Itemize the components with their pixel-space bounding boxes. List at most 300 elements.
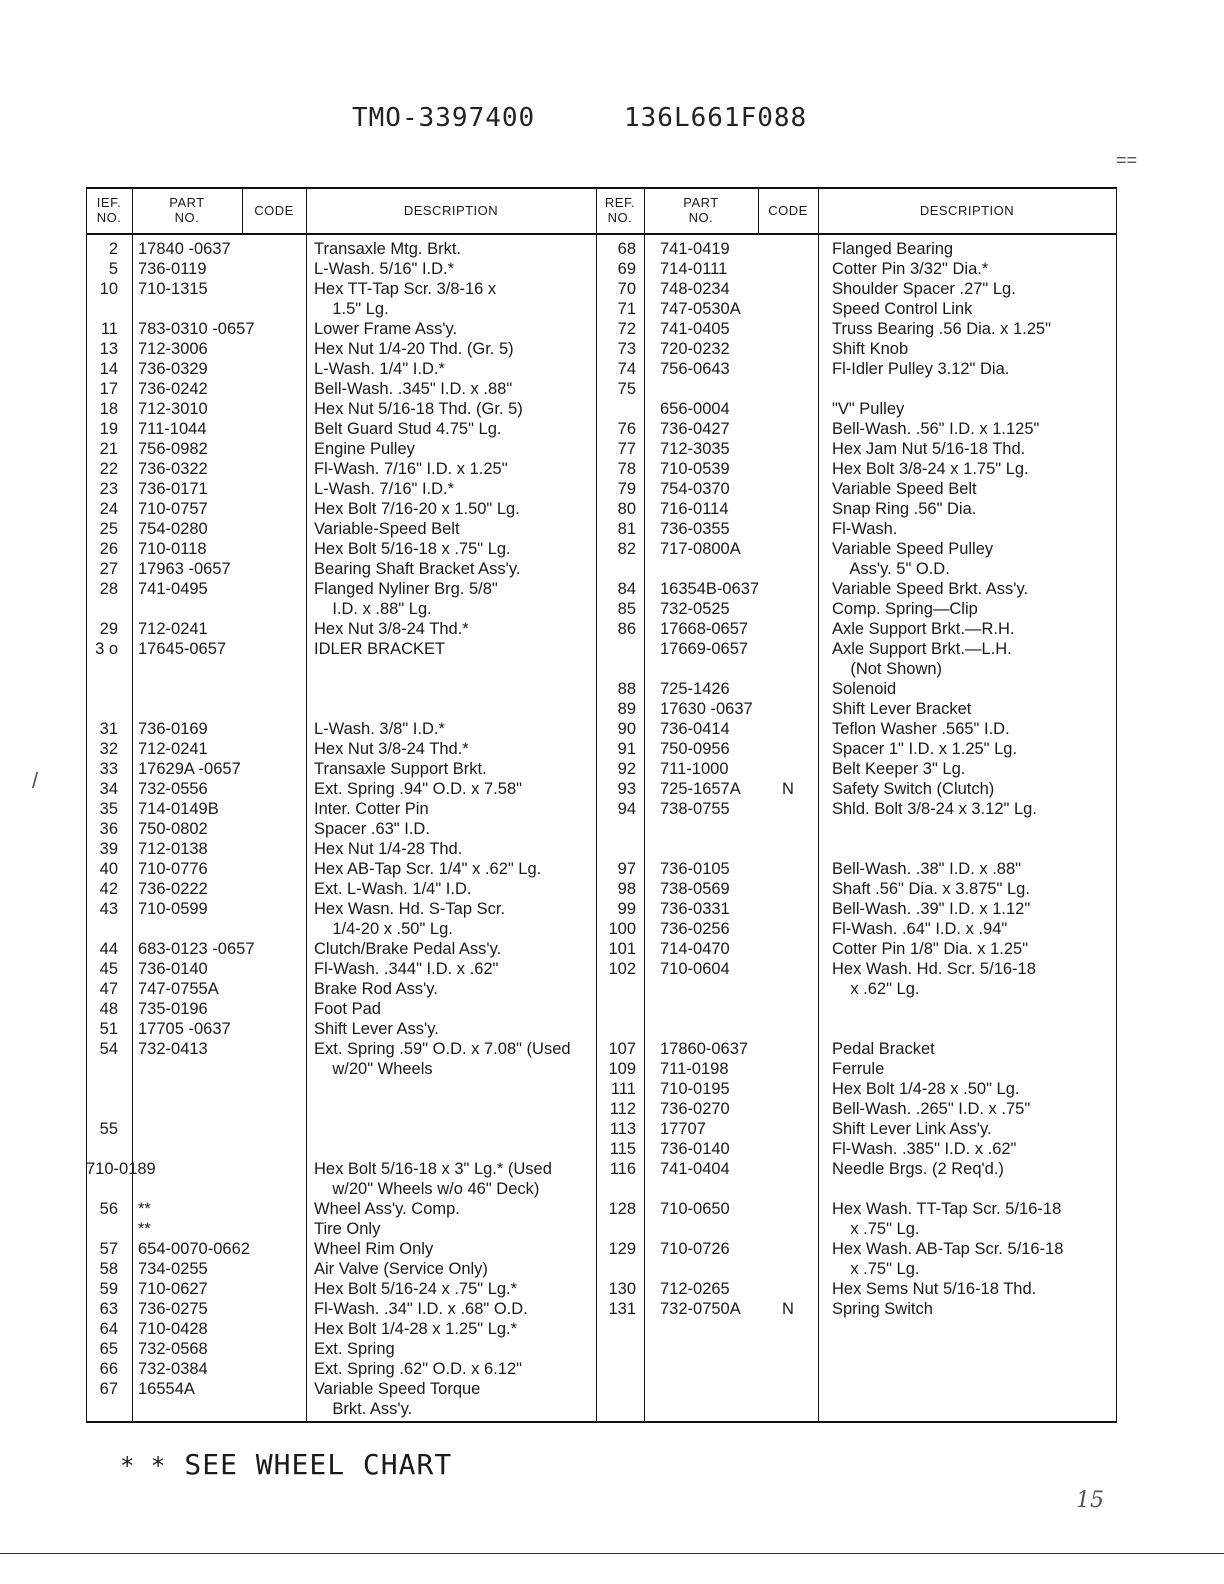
table-cell: Transaxle Support Brkt. — [314, 760, 487, 778]
table-cell: 756-0643 — [660, 360, 730, 378]
model-number-right: 136L661F088 — [624, 103, 808, 133]
table-cell — [758, 379, 818, 399]
table-cell: Axle Support Brkt.—R.H. — [832, 620, 1015, 638]
table-cell: 11 — [100, 320, 118, 338]
table-cell: 63 — [99, 1300, 118, 1318]
table-cell: 22 — [99, 460, 118, 478]
table-cell — [86, 1059, 118, 1079]
left-part-column — [138, 239, 288, 1419]
footnote-text: SEE WHEEL CHART — [184, 1448, 453, 1481]
vrule-code-desc-left — [306, 187, 307, 1423]
table-cell: Shift Knob — [832, 340, 909, 358]
table-cell: 710-0776 — [138, 860, 208, 878]
header-description-right: DESCRIPTION — [919, 202, 1015, 218]
table-cell — [758, 479, 818, 499]
table-cell: Hex Nut 1/4-20 Thd. (Gr. 5) — [314, 340, 514, 358]
table-cell: 710-1315 — [138, 280, 208, 298]
table-cell: L-Wash. 1/4" I.D.* — [314, 360, 445, 378]
table-cell: Spacer 1" I.D. x 1.25" Lg. — [832, 740, 1018, 758]
table-cell: 783-0310 -0657 — [138, 320, 255, 338]
table-cell — [596, 559, 636, 579]
table-cell — [758, 559, 818, 579]
table-cell: 735-0196 — [138, 1000, 208, 1018]
table-cell — [758, 1319, 818, 1339]
table-cell: 734-0255 — [138, 1260, 208, 1278]
table-cell: 741-0404 — [660, 1160, 730, 1178]
table-cell — [138, 599, 288, 619]
table-cell: Transaxle Mtg. Brkt. — [314, 240, 462, 258]
table-cell: Fl-Wash. .344" I.D. x .62" — [314, 960, 499, 978]
table-cell: Hex Nut 1/4-28 Thd. — [314, 840, 463, 858]
table-cell — [596, 839, 636, 859]
bottom-rule — [0, 1553, 1224, 1554]
table-cell: Hex Nut 5/16-18 Thd. (Gr. 5) — [314, 400, 523, 418]
table-cell: Axle Support Brkt.—L.H. — [832, 640, 1012, 658]
table-cell: Ferrule — [832, 1060, 885, 1078]
table-cell: Hex Wasn. Hd. S-Tap Scr. — [314, 900, 506, 918]
table-cell: 683-0123 -0657 — [138, 940, 255, 958]
table-cell — [86, 599, 118, 619]
table-cell: 736-0140 — [660, 1140, 730, 1158]
table-cell: ** — [138, 1220, 151, 1238]
table-cell: 17840 -0637 — [138, 240, 231, 258]
table-cell: 21 — [99, 440, 118, 458]
table-cell: Air Valve (Service Only) — [314, 1260, 488, 1278]
table-cell — [758, 339, 818, 359]
table-cell: 36 — [99, 820, 118, 838]
vrule-ref-part-left — [132, 187, 133, 1423]
table-cell: 79 — [617, 480, 636, 498]
table-cell: Solenoid — [832, 680, 897, 698]
table-cell — [596, 819, 636, 839]
table-cell: 112 — [609, 1100, 636, 1118]
table-cell: 70 — [617, 280, 636, 298]
table-cell — [758, 1019, 818, 1039]
table-cell: 712-3035 — [660, 440, 730, 458]
table-cell: Snap Ring .56" Dia. — [832, 500, 977, 518]
table-cell: 73 — [617, 340, 636, 358]
table-cell: 725-1426 — [660, 680, 730, 698]
table-cell — [314, 1099, 596, 1119]
table-cell: Cotter Pin 3/32" Dia.* — [832, 260, 989, 278]
wheel-chart-note — [120, 1448, 452, 1481]
table-cell: 32 — [99, 740, 118, 758]
table-cell: Hex TT-Tap Scr. 3/8-16 x — [314, 280, 497, 298]
table-cell: 130 — [608, 1280, 636, 1298]
table-cell: Spacer .63" I.D. — [314, 820, 430, 838]
model-number-left: TMO-3397400 — [352, 103, 536, 133]
table-cell — [596, 1219, 636, 1239]
table-cell: 17 — [99, 380, 118, 398]
table-cell: 128 — [608, 1200, 636, 1218]
table-cell: 64 — [99, 1320, 118, 1338]
table-cell: 720-0232 — [660, 340, 730, 358]
table-cell: 736-0140 — [138, 960, 208, 978]
table-cell: 17860-0637 — [660, 1040, 749, 1058]
table-cell: 710-0189 — [86, 1160, 156, 1178]
table-cell: Hex Bolt 5/16-18 x .75" Lg. — [314, 540, 511, 558]
table-cell: 74 — [617, 360, 636, 378]
table-cell: L-Wash. 5/16" I.D.* — [314, 260, 455, 278]
table-cell: 741-0495 — [138, 580, 208, 598]
table-cell — [314, 1139, 596, 1159]
table-cell: 736-0171 — [138, 480, 208, 498]
table-cell — [596, 1179, 636, 1199]
table-cell: 736-0331 — [660, 900, 730, 918]
table-cell: 710-0604 — [660, 960, 730, 978]
table-cell — [596, 639, 636, 659]
table-cell: 75 — [617, 380, 636, 398]
table-cell: 25 — [99, 520, 118, 538]
table-cell: Hex Jam Nut 5/16-18 Thd. — [832, 440, 1026, 458]
table-cell: 129 — [608, 1240, 636, 1258]
table-cell: Hex Bolt 3/8-24 x 1.75" Lg. — [832, 460, 1029, 478]
table-cell — [314, 1119, 596, 1139]
table-cell — [758, 1199, 818, 1219]
table-cell — [138, 1099, 288, 1119]
table-cell: Fl-Wash. .34" I.D. x .68" O.D. — [314, 1300, 528, 1318]
table-cell — [86, 919, 118, 939]
table-cell: Speed Control Link — [832, 300, 973, 318]
table-cell — [138, 679, 288, 699]
table-cell: 732-0750A — [660, 1300, 741, 1318]
table-cell: 90 — [617, 720, 636, 738]
table-cell: 101 — [608, 940, 636, 958]
table-cell: 66 — [99, 1360, 118, 1378]
table-cell — [832, 1179, 1116, 1199]
table-cell: 736-0222 — [138, 880, 208, 898]
table-cell: 732-0556 — [138, 780, 208, 798]
table-cell: 750-0956 — [660, 740, 730, 758]
table-cell: Shaft .56" Dia. x 3.875" Lg. — [832, 880, 1030, 898]
table-cell: (Not Shown) — [832, 660, 943, 678]
table-cell: Teflon Washer .565" I.D. — [832, 720, 1010, 738]
table-cell — [758, 819, 818, 839]
table-cell: Lower Frame Ass'y. — [314, 320, 458, 338]
table-cell: 43 — [99, 900, 118, 918]
table-cell — [596, 1339, 636, 1359]
table-cell: 736-0355 — [660, 520, 730, 538]
table-cell: Tire Only — [314, 1220, 381, 1238]
left-ref-column — [86, 239, 156, 1419]
table-cell: Variable Speed Pulley — [832, 540, 994, 558]
table-cell — [758, 979, 818, 999]
table-cell: 17668-0657 — [660, 620, 749, 638]
table-cell: 81 — [617, 520, 636, 538]
table-cell: 736-0275 — [138, 1300, 208, 1318]
table-cell — [86, 699, 118, 719]
table-cell — [596, 999, 636, 1019]
table-cell: 99 — [617, 900, 636, 918]
table-cell: 67 — [99, 1380, 118, 1398]
table-cell: Fl-Idler Pulley 3.12" Dia. — [832, 360, 1010, 378]
table-cell: 711-1000 — [660, 760, 729, 778]
table-cell: 24 — [99, 500, 118, 518]
corner-mark: == — [1116, 150, 1138, 170]
table-cell: Inter. Cotter Pin — [314, 800, 429, 818]
table-cell: 736-0256 — [660, 920, 730, 938]
table-cell: x .75" Lg. — [832, 1220, 920, 1238]
table-cell: 736-0329 — [138, 360, 208, 378]
table-cell: 65 — [99, 1340, 118, 1358]
table-cell: 750-0802 — [138, 820, 208, 838]
table-cell: 113 — [609, 1120, 636, 1138]
table-cell: 5 — [108, 260, 118, 278]
table-cell — [758, 1159, 818, 1179]
table-cell: Fl-Wash. 7/16" I.D. x 1.25" — [314, 460, 508, 478]
table-cell: 42 — [99, 880, 118, 898]
table-cell: Shoulder Spacer .27" Lg. — [832, 280, 1016, 298]
table-cell: 92 — [617, 760, 636, 778]
table-cell: Bearing Shaft Bracket Ass'y. — [314, 560, 521, 578]
table-cell — [138, 1139, 288, 1159]
table-cell — [758, 1079, 818, 1099]
table-cell — [758, 639, 818, 659]
table-cell — [758, 939, 818, 959]
table-cell: 714-0470 — [660, 940, 730, 958]
table-cell: 656-0004 — [660, 400, 730, 418]
table-cell — [758, 739, 818, 759]
table-cell: 732-0384 — [138, 1360, 208, 1378]
table-cell — [86, 1079, 118, 1099]
table-cell: Hex Wash. TT-Tap Scr. 5/16-18 — [832, 1200, 1062, 1218]
table-cell: Ext. Spring .59" O.D. x 7.08" (Used — [314, 1040, 571, 1058]
table-cell — [86, 1099, 118, 1119]
table-cell: 654-0070-0662 — [138, 1240, 250, 1258]
table-cell: 94 — [617, 800, 636, 818]
table-cell — [758, 539, 818, 559]
table-cell — [758, 519, 818, 539]
table-cell: Hex Sems Nut 5/16-18 Thd. — [832, 1280, 1037, 1298]
table-cell: 16554A — [138, 1380, 195, 1398]
table-cell: 51 — [99, 1020, 118, 1038]
table-cell: 45 — [99, 960, 118, 978]
table-cell — [86, 1139, 118, 1159]
table-cell: 725-1657A — [660, 780, 741, 798]
table-cell: 107 — [608, 1040, 636, 1058]
table-cell — [758, 1219, 818, 1239]
table-cell: 115 — [609, 1140, 636, 1158]
table-cell: Ext. Spring — [314, 1340, 395, 1358]
table-cell: 754-0370 — [660, 480, 730, 498]
table-cell: 10 — [99, 280, 118, 298]
table-cell: 69 — [617, 260, 636, 278]
table-cell — [758, 499, 818, 519]
header-bottom-rule — [86, 233, 1116, 235]
table-cell — [758, 879, 818, 899]
table-cell: 747-0755A — [138, 980, 219, 998]
table-cell — [138, 1119, 288, 1139]
table-cell: 712-0265 — [660, 1280, 730, 1298]
table-cell — [138, 299, 288, 319]
table-bottom-rule — [86, 1421, 1116, 1423]
table-cell: 714-0149B — [138, 800, 219, 818]
table-cell — [314, 699, 596, 719]
table-cell: 102 — [608, 960, 636, 978]
table-cell: 738-0755 — [660, 800, 730, 818]
table-cell: 710-0118 — [138, 540, 207, 558]
table-cell — [138, 1079, 288, 1099]
table-cell — [86, 299, 118, 319]
table-cell: 711-1044 — [138, 420, 207, 438]
table-cell — [758, 1339, 818, 1359]
table-cell — [758, 399, 818, 419]
table-cell — [758, 439, 818, 459]
table-cell: Spring Switch — [832, 1300, 933, 1318]
table-cell: Needle Brgs. (2 Req'd.) — [832, 1160, 1004, 1178]
table-cell — [596, 659, 636, 679]
right-ref-column — [596, 239, 636, 1359]
table-cell — [758, 319, 818, 339]
table-cell: 738-0569 — [660, 880, 730, 898]
table-cell — [758, 259, 818, 279]
table-cell: 710-0650 — [660, 1200, 730, 1218]
table-cell: Hex Wash. Hd. Scr. 5/16-18 — [832, 960, 1036, 978]
table-cell: 712-0138 — [138, 840, 208, 858]
table-cell — [758, 1239, 818, 1259]
table-cell: 712-3010 — [138, 400, 208, 418]
table-cell: 17669-0657 — [660, 640, 749, 658]
table-cell — [832, 819, 1116, 839]
table-cell — [758, 1059, 818, 1079]
table-cell: Variable Speed Brkt. Ass'y. — [832, 580, 1029, 598]
table-cell: 48 — [99, 1000, 118, 1018]
table-cell: Shift Lever Bracket — [832, 700, 972, 718]
table-cell: 754-0280 — [138, 520, 208, 538]
table-cell — [832, 1019, 1116, 1039]
table-cell: 76 — [617, 420, 636, 438]
table-cell: Hex AB-Tap Scr. 1/4" x .62" Lg. — [314, 860, 542, 878]
table-cell: 736-0119 — [138, 260, 207, 278]
table-cell: 39 — [99, 840, 118, 858]
table-cell: Belt Guard Stud 4.75" Lg. — [314, 420, 502, 438]
table-cell: Fl-Wash. .385" I.D. x .62" — [832, 1140, 1017, 1158]
table-cell: ** — [138, 1200, 151, 1218]
table-cell: 717-0800A — [660, 540, 741, 558]
table-cell: Engine Pulley — [314, 440, 415, 458]
table-cell — [138, 1179, 288, 1199]
table-cell: w/20" Wheels w/o 46" Deck) — [314, 1180, 540, 1198]
table-cell: 68 — [617, 240, 636, 258]
table-cell: Ass'y. 5" O.D. — [832, 560, 950, 578]
table-cell: 23 — [99, 480, 118, 498]
table-cell: Shift Lever Ass'y. — [314, 1020, 439, 1038]
table-cell: x .62" Lg. — [832, 980, 920, 998]
table-cell: 16354B-0637 — [660, 580, 760, 598]
table-cell — [314, 659, 596, 679]
table-cell — [758, 679, 818, 699]
table-cell: 57 — [99, 1240, 118, 1258]
table-cell: 71 — [617, 300, 636, 318]
table-cell: 17630 -0637 — [660, 700, 753, 718]
table-cell: Hex Bolt 1/4-28 x 1.25" Lg.* — [314, 1320, 518, 1338]
table-cell — [758, 299, 818, 319]
table-cell: 131 — [608, 1300, 636, 1318]
table-cell: Variable-Speed Belt — [314, 520, 460, 538]
table-cell — [758, 1259, 818, 1279]
table-cell — [86, 679, 118, 699]
table-cell: 18 — [99, 400, 118, 418]
table-cell: 44 — [99, 940, 118, 958]
table-cell: Comp. Spring—Clip — [832, 600, 978, 618]
table-cell: Hex Bolt 5/16-24 x .75" Lg.* — [314, 1280, 518, 1298]
table-cell: 29 — [99, 620, 118, 638]
table-cell: 736-0414 — [660, 720, 730, 738]
margin-mark: / — [32, 768, 39, 793]
table-cell: Ext. Spring .94" O.D. x 7.58" — [314, 780, 522, 798]
table-cell: 100 — [608, 920, 636, 938]
table-cell: 98 — [617, 880, 636, 898]
table-cell — [758, 579, 818, 599]
table-cell: Shift Lever Link Ass'y. — [832, 1120, 992, 1138]
table-cell: 59 — [99, 1280, 118, 1298]
table-cell — [758, 1279, 818, 1299]
table-cell: 116 — [609, 1160, 636, 1178]
table-cell: "V" Pulley — [832, 400, 905, 418]
table-cell: 710-0757 — [138, 500, 208, 518]
table-cell: 26 — [99, 540, 118, 558]
header-part-no-left: PART NO. — [169, 195, 205, 225]
table-cell: 93 — [617, 780, 636, 798]
table-cell — [314, 679, 596, 699]
table-cell: 716-0114 — [660, 500, 729, 518]
header-ref-no-left: IEF. NO. — [96, 195, 122, 225]
table-cell: 84 — [617, 580, 636, 598]
table-cell: 741-0405 — [660, 320, 730, 338]
table-cell: Variable Speed Torque — [314, 1380, 481, 1398]
table-cell: Wheel Rim Only — [314, 1240, 434, 1258]
table-cell — [596, 1259, 636, 1279]
header-code-left: CODE — [254, 202, 294, 218]
table-cell: w/20" Wheels — [314, 1060, 433, 1078]
table-cell: 56 — [99, 1200, 118, 1218]
table-cell — [832, 1339, 1116, 1359]
table-cell: 710-0599 — [138, 900, 208, 918]
table-cell: 35 — [99, 800, 118, 818]
table-cell: Foot Pad — [314, 1000, 381, 1018]
table-cell: Hex Bolt 7/16-20 x 1.50" Lg. — [314, 500, 520, 518]
table-cell — [596, 1019, 636, 1039]
table-cell — [596, 979, 636, 999]
table-cell: 88 — [617, 680, 636, 698]
table-cell: 91 — [617, 740, 636, 758]
table-cell: 711-0198 — [660, 1060, 729, 1078]
table-cell: 97 — [617, 860, 636, 878]
table-cell: 109 — [608, 1060, 636, 1078]
table-cell: Brake Rod Ass'y. — [314, 980, 438, 998]
table-cell: 714-0111 — [660, 260, 728, 278]
table-cell: 40 — [99, 860, 118, 878]
table-cell: 736-0242 — [138, 380, 208, 398]
table-cell: Wheel Ass'y. Comp. — [314, 1200, 460, 1218]
table-cell — [138, 1059, 288, 1079]
table-cell: Variable Speed Belt — [832, 480, 977, 498]
header-ref-no-right: REF. NO. — [604, 195, 636, 225]
table-cell: Bell-Wash. .265" I.D. x .75" — [832, 1100, 1031, 1118]
table-cell — [758, 719, 818, 739]
table-cell: 712-0241 — [138, 620, 208, 638]
table-cell: 47 — [99, 980, 118, 998]
table-cell: 19 — [99, 420, 118, 438]
table-cell: Ext. Spring .62" O.D. x 6.12" — [314, 1360, 522, 1378]
table-cell — [758, 859, 818, 879]
header-part-no-right: PART NO. — [683, 195, 719, 225]
table-cell: IDLER BRACKET — [314, 640, 446, 658]
table-cell: Hex Nut 3/8-24 Thd.* — [314, 620, 469, 638]
table-cell: N — [782, 780, 794, 798]
table-cell: Bell-Wash. .39" I.D. x 1.12" — [832, 900, 1031, 918]
table-cell — [758, 359, 818, 379]
